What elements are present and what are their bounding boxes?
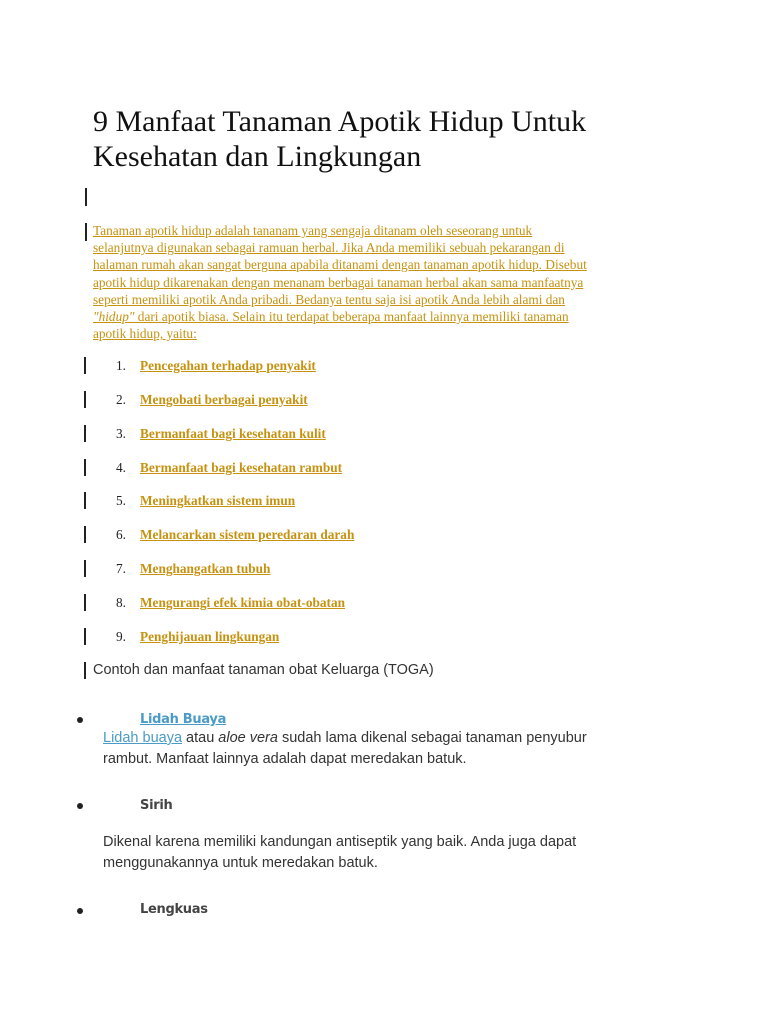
benefit-number: 8. xyxy=(116,595,126,610)
benefit-item xyxy=(0,525,500,545)
benefit-marker xyxy=(84,391,86,408)
benefit-item xyxy=(0,491,500,511)
benefit-item xyxy=(0,424,500,444)
bullet-icon xyxy=(77,717,83,723)
benefit-item xyxy=(0,356,500,376)
plant-desc-lidah-buaya xyxy=(103,728,663,770)
benefit-link[interactable]: Bermanfaat bagi kesehatan rambut xyxy=(140,460,343,475)
intro-line[interactable]: selanjutnya digunakan sebagai ramuan herbal. Jika Anda memiliki sebuah pekarangan di xyxy=(93,240,565,256)
intro-marker xyxy=(85,223,87,241)
benefit-item xyxy=(0,627,500,647)
text-cursor-marker xyxy=(85,188,87,206)
toga-subheading: Contoh dan manfaat tanaman obat Keluarga (TOGA) xyxy=(93,662,434,678)
benefit-number: 2. xyxy=(116,392,126,407)
intro-line[interactable]: apotik hidup, yaitu: xyxy=(93,326,197,342)
benefit-link[interactable]: Mengurangi efek kimia obat-obatan xyxy=(140,595,345,610)
benefit-marker xyxy=(84,357,86,374)
intro-line[interactable]: halaman rumah akan sangat berguna apabila ditanami dengan tanaman apotik hidup. Disebut xyxy=(93,257,587,273)
benefit-marker xyxy=(84,492,86,509)
aloe-vera-emphasis: aloe vera xyxy=(218,730,278,746)
intro-line[interactable]: apotik hidup dikarenakan dengan menanam berbagai tanaman herbal akan sama manfaatnya xyxy=(93,274,584,290)
benefit-marker xyxy=(84,628,86,645)
intro-line[interactable]: Tanaman apotik hidup adalah tananam yang sengaja ditanam oleh seseorang untuk xyxy=(93,223,533,238)
page-title xyxy=(93,104,713,174)
benefit-item xyxy=(0,458,500,478)
subheading-marker xyxy=(84,662,86,679)
benefit-marker xyxy=(84,526,86,543)
benefit-item xyxy=(0,390,500,410)
intro-line[interactable] xyxy=(93,308,693,325)
desc-text: rambut. Manfaat lainnya adalah dapat meredakan batuk. xyxy=(103,751,467,767)
benefit-link[interactable]: Menghangatkan tubuh xyxy=(140,561,271,576)
title-line-1: 9 Manfaat Tanaman Apotik Hidup Untuk xyxy=(93,105,587,138)
intro-hidup-emphasis[interactable]: "hidup" xyxy=(93,309,135,325)
benefit-number: 5. xyxy=(116,493,126,508)
benefit-link[interactable]: Bermanfaat bagi kesehatan kulit xyxy=(140,426,326,441)
benefit-item xyxy=(0,593,500,613)
benefit-number: 4. xyxy=(116,460,126,475)
benefit-marker xyxy=(84,425,86,442)
benefit-marker xyxy=(84,594,86,611)
benefit-marker xyxy=(84,459,86,476)
benefit-number: 7. xyxy=(116,561,126,576)
desc-text: sudah lama dikenal sebagai tanaman penyubur xyxy=(277,730,587,746)
benefit-item xyxy=(0,559,500,579)
intro-line[interactable]: seperti memiliki apotik Anda pribadi. Bedanya tentu saja isi apotik Anda lebih alami dan xyxy=(93,291,565,307)
benefit-number: 6. xyxy=(116,527,126,542)
desc-text: Dikenal karena memiliki kandungan antiseptik yang baik. Anda juga dapat xyxy=(103,834,577,850)
bullet-icon xyxy=(77,908,83,914)
intro-line-rest[interactable]: dari apotik biasa. Selain itu terdapat beberapa manfaat lainnya memiliki tanaman xyxy=(134,309,569,325)
desc-text: menggunakannya untuk meredakan batuk. xyxy=(103,855,378,871)
benefit-link[interactable]: Meningkatkan sistem imun xyxy=(140,493,296,508)
intro-paragraph[interactable] xyxy=(93,222,693,342)
benefit-link[interactable]: Pencegahan terhadap penyakit xyxy=(140,358,316,373)
bullet-icon xyxy=(77,803,83,809)
plant-name-lengkuas: Lengkuas xyxy=(140,902,208,917)
benefit-link[interactable]: Melancarkan sistem peredaran darah xyxy=(140,527,355,542)
benefit-link[interactable]: Penghijauan lingkungan xyxy=(140,629,280,644)
benefit-number: 1. xyxy=(116,358,126,373)
plant-desc-sirih xyxy=(103,832,663,874)
title-line-2: Kesehatan dan Lingkungan xyxy=(93,140,422,173)
benefit-link[interactable]: Mengobati berbagai penyakit xyxy=(140,392,308,407)
plant-name-lidah-buaya[interactable]: Lidah Buaya xyxy=(140,712,227,727)
benefit-number: 3. xyxy=(116,426,126,441)
lidah-buaya-link[interactable]: Lidah buaya xyxy=(103,730,183,746)
desc-text: atau xyxy=(182,730,219,746)
benefit-number: 9. xyxy=(116,629,126,644)
benefit-marker xyxy=(84,560,86,577)
plant-name-sirih: Sirih xyxy=(140,798,173,813)
